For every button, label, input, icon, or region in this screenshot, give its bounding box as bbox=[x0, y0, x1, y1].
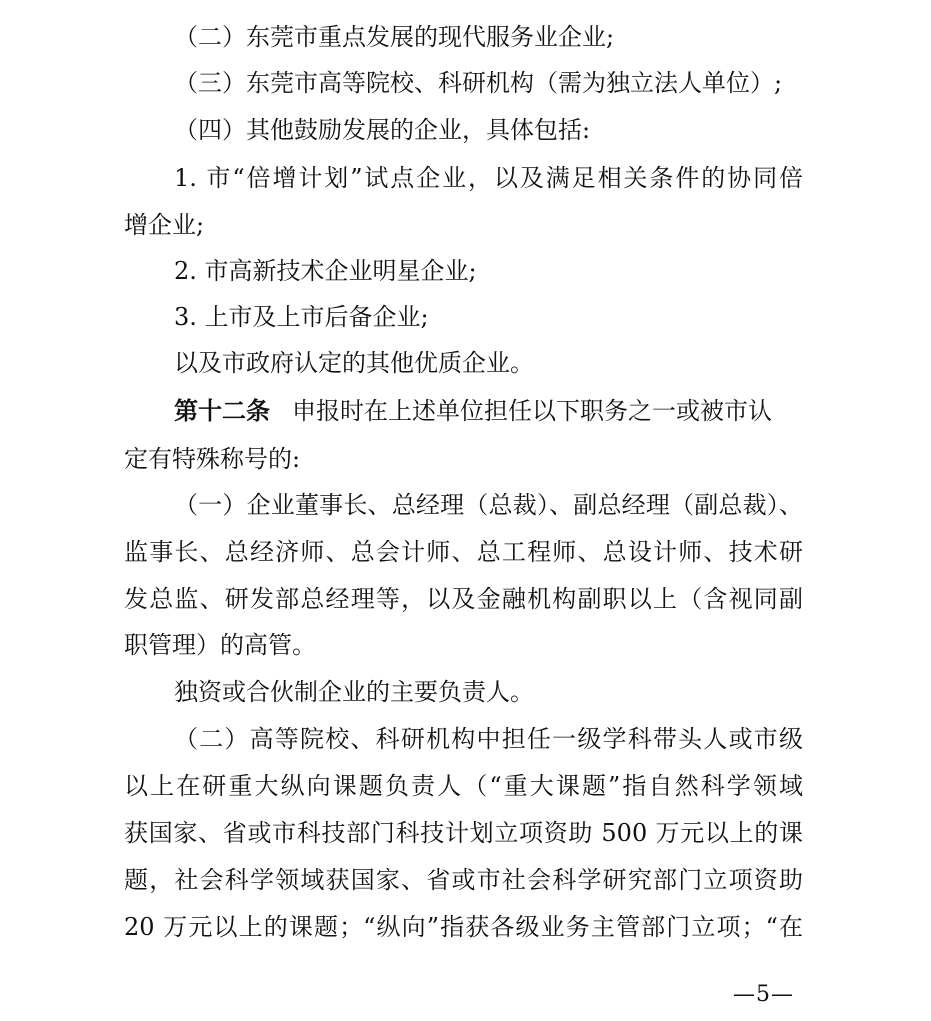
paragraph-line-12: 监事长、总经济师、总会计师、总工程师、总设计师、技术研 bbox=[124, 538, 803, 566]
paragraph-line-17: 以上在研重大纵向课题负责人（“重大课题”指自然科学领域 bbox=[124, 772, 803, 800]
paragraph-line-8: 以及市政府认定的其他优质企业。 bbox=[174, 349, 534, 377]
paragraph-line-2: （三）东莞市高等院校、科研机构（需为独立法人单位）; bbox=[174, 69, 783, 97]
paragraph-line-13: 发总监、研发部总经理等，以及金融机构副职以上（含视同副 bbox=[124, 585, 803, 613]
paragraph-line-1: （二）东莞市重点发展的现代服务业企业; bbox=[174, 23, 615, 51]
paragraph-line-16: （二）高等院校、科研机构中担任一级学科带头人或市级 bbox=[174, 725, 803, 753]
paragraph-line-20: 20 万元以上的课题；“纵向”指获各级业务主管部门立项；“在 bbox=[124, 913, 803, 941]
article-12-line bbox=[174, 396, 803, 426]
article-number-label: 第十二条 bbox=[174, 396, 270, 425]
paragraph-line-11: （一）企业董事长、总经理（总裁）、副总经理（副总裁）、 bbox=[174, 491, 803, 519]
paragraph-line-14: 职管理）的高管。 bbox=[124, 631, 316, 659]
paragraph-line-3: （四）其他鼓励发展的企业，具体包括: bbox=[174, 116, 591, 144]
paragraph-line-4: 1. 市“倍增计划”试点企业，以及满足相关条件的协同倍 bbox=[174, 164, 803, 192]
paragraph-line-19: 题，社会科学领域获国家、省或市社会科学研究部门立项资助 bbox=[124, 866, 803, 894]
paragraph-line-10: 定有特殊称号的: bbox=[124, 445, 301, 473]
paragraph-line-5: 增企业; bbox=[124, 211, 205, 239]
paragraph-line-18: 获国家、省或市科技部门科技计划立项资助 500 万元以上的课 bbox=[124, 819, 803, 847]
paragraph-line-7: 3. 上市及上市后备企业; bbox=[174, 303, 429, 331]
paragraph-line-6: 2. 市高新技术企业明星企业; bbox=[174, 257, 477, 285]
article-12-text: 申报时在上述单位担任以下职务之一或被市认 bbox=[292, 397, 772, 425]
paragraph-line-15: 独资或合伙制企业的主要负责人。 bbox=[174, 678, 534, 706]
page-number: —5— bbox=[733, 982, 794, 1007]
